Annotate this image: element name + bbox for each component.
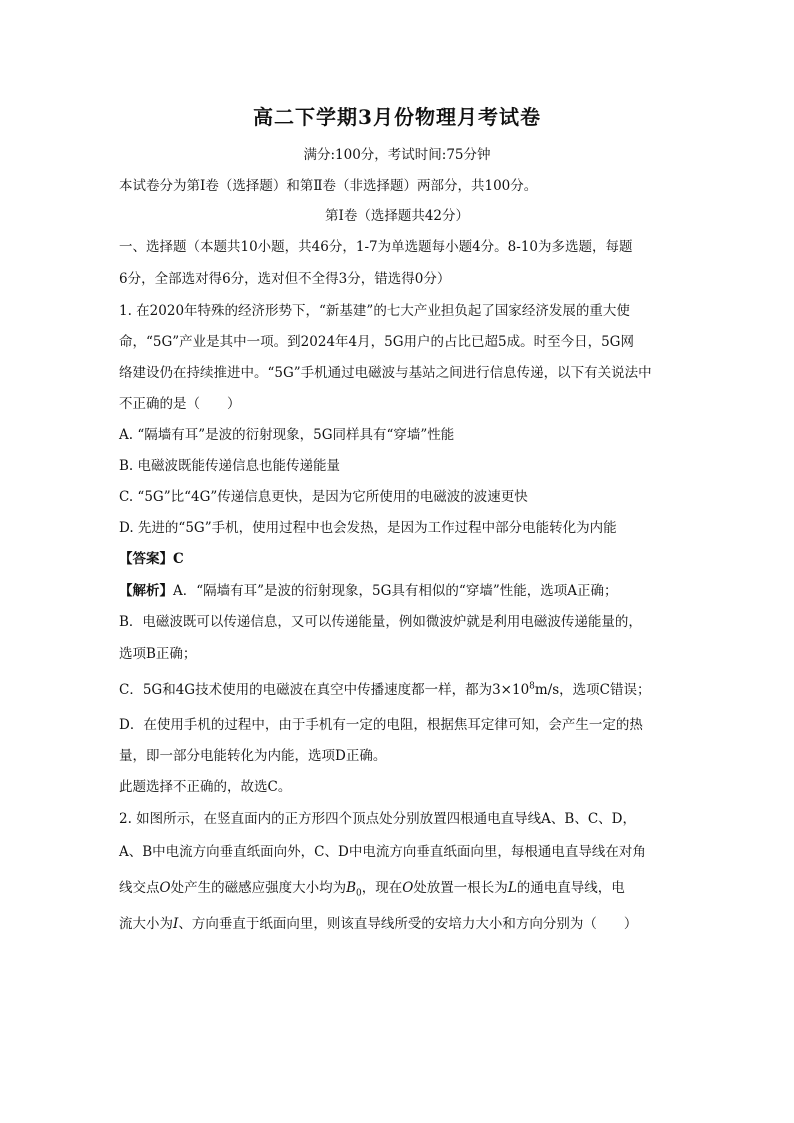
question-1-line-2: 命，“5G”产业是其中一项。到2024年4月，5G用户的占比已超5成。时至今日，5G网 <box>119 334 634 350</box>
exam-intro: 本试卷分为第Ⅰ卷（选择题）和第Ⅱ卷（非选择题）两部分，共100分。 <box>119 178 538 194</box>
analysis-label: 【解析】 <box>119 583 173 599</box>
q2-text-segment: 的通电直导线，电 <box>516 880 625 896</box>
q2-text-segment: 流大小为 <box>119 916 173 932</box>
question-1-analysis-b-1: B．电磁波既可以传递信息，又可以传递能量，例如微波炉就是利用电磁波传递能量的， <box>119 614 642 630</box>
question-1-analysis-d-2: 量，即一部分电能转化为内能，选项D正确。 <box>119 748 387 764</box>
question-2-line-1: 2. 如图所示，在竖直面内的正方形四个顶点处分别放置四根通电直导线A、B、C、D， <box>119 811 636 827</box>
question-2-line-4 <box>119 915 637 933</box>
question-1-option-c: C. “5G”比“4G”传递信息更快，是因为它所使用的电磁波的波速更快 <box>119 489 528 505</box>
point-o-symbol: O <box>159 880 171 896</box>
q2-text-segment: ，现在 <box>361 880 403 896</box>
analysis-c-suffix: ，选项C错误； <box>559 682 651 698</box>
b-symbol: B <box>346 880 356 896</box>
point-o-symbol: O <box>402 880 414 896</box>
section-instructions-2: 6分，全部选对得6分，选对但不全得3分，错选得0分） <box>119 271 451 287</box>
q2-text-segment: 处产生的磁感应强度大小均为 <box>170 880 347 896</box>
analysis-c-exponent: 8 <box>529 681 535 692</box>
question-2-line-3 <box>119 879 625 897</box>
b-subscript: 0 <box>356 888 362 899</box>
section-instructions-1: 一、选择题（本题共10小题，共46分，1-7为单选题每小题4分。8-10为多选题，每题 <box>119 239 633 255</box>
question-1-option-d: D. 先进的“5G”手机，使用过程中也会发热，是因为工作过程中部分电能转化为内能 <box>119 520 617 536</box>
question-1-conclusion: 此题选择不正确的，故选C。 <box>119 779 292 795</box>
question-1-line-3: 络建设仍在持续推进中。“5G”手机通过电磁波与基站之间进行信息传递，以下有关说法中 <box>119 365 652 381</box>
length-symbol: L <box>507 880 517 896</box>
question-1-line-1: 1. 在2020年特殊的经济形势下，“新基建”的七大产业担负起了国家经济发展的重大使 <box>119 303 630 319</box>
analysis-c-unit: m/s <box>534 682 560 698</box>
q2-text-segment: 处放置一根长为 <box>413 880 508 896</box>
current-symbol: I <box>173 916 179 932</box>
question-1-analysis-a <box>119 582 617 600</box>
section-title: 第Ⅰ卷（选择题共42分） <box>324 208 469 224</box>
question-1-option-a: A. “隔墙有耳”是波的衍射现象，5G同样具有“穿墙”性能 <box>119 427 455 443</box>
question-1-answer: 【答案】C <box>119 551 184 567</box>
question-2-line-2: A、B中电流方向垂直纸面向外，C、D中电流方向垂直纸面向里，每根通电直导线在对角 <box>119 844 646 860</box>
analysis-c-text: C．5G和4G技术使用的电磁波在真空中传播速度都一样，都为3×10 <box>119 682 530 698</box>
question-1-analysis-d-1: D．在使用手机的过程中，由于手机有一定的电阻，根据焦耳定律可知，会产生一定的热 <box>119 717 643 733</box>
question-1-analysis-b-2: 选项B正确； <box>119 646 197 662</box>
question-1-option-b: B. 电磁波既能传递信息也能传递能量 <box>119 458 341 474</box>
analysis-a-text: A．“隔墙有耳”是波的衍射现象，5G具有相似的“穿墙”性能，选项A正确； <box>173 583 618 599</box>
question-1-line-4: 不正确的是（ ） <box>119 396 241 412</box>
exam-subtitle: 满分:100分，考试时间:75分钟 <box>303 147 491 163</box>
q2-text-segment: 、方向垂直于纸面向里，则该直导线所受的安培力大小和方向分别为（ ） <box>178 916 638 932</box>
q2-text-segment: 线交点 <box>119 880 160 896</box>
page-title: 高二下学期3月份物理月考试卷 <box>253 105 541 129</box>
question-1-analysis-c <box>119 681 651 699</box>
